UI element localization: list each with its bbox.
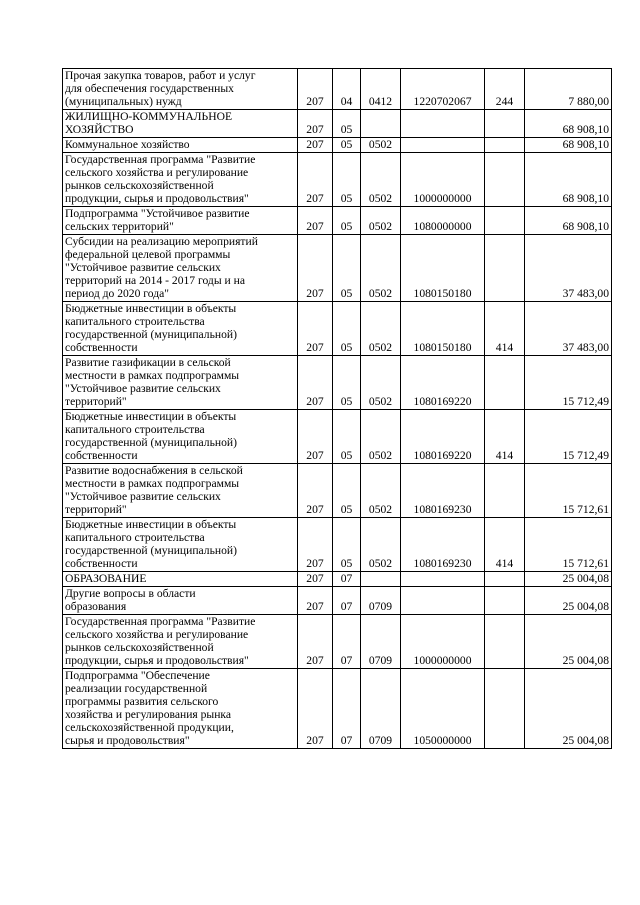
section-code-cell: 07 <box>333 669 361 749</box>
expense-type-code-cell <box>485 110 525 138</box>
subsection-code-cell: 0502 <box>361 153 401 207</box>
subsection-code-cell: 0502 <box>361 138 401 153</box>
row-name-cell: Бюджетные инвестиции в объекты капитального строительства государственной (муниципальной) собственности <box>63 410 298 464</box>
target-article-code-cell: 1080000000 <box>401 207 485 235</box>
subsection-code-cell: 0502 <box>361 207 401 235</box>
row-name-cell: Государственная программа "Развитие сельского хозяйства и регулирование рынков сельскохозяйственной продукции, сырья и продовольствия" <box>63 615 298 669</box>
row-name-cell: Подпрограмма "Обеспечение реализации государственной программы развития сельского хозяйства и регулирования рынка сельскохозяйственной продукции, сырья и продовольствия" <box>63 669 298 749</box>
amount-cell: 15 712,49 <box>525 410 612 464</box>
ministry-code-cell: 207 <box>298 410 333 464</box>
subsection-code-cell: 0502 <box>361 235 401 302</box>
amount-cell: 37 483,00 <box>525 302 612 356</box>
amount-cell: 68 908,10 <box>525 153 612 207</box>
subsection-code-cell: 0502 <box>361 410 401 464</box>
amount-cell: 25 004,08 <box>525 669 612 749</box>
row-name-cell: ОБРАЗОВАНИЕ <box>63 572 298 587</box>
section-code-cell: 05 <box>333 110 361 138</box>
expense-type-code-cell <box>485 356 525 410</box>
section-code-cell: 07 <box>333 587 361 615</box>
expense-type-code-cell <box>485 138 525 153</box>
subsection-code-cell: 0502 <box>361 518 401 572</box>
target-article-code-cell: 1050000000 <box>401 669 485 749</box>
expense-type-code-cell <box>485 464 525 518</box>
subsection-code-cell: 0709 <box>361 615 401 669</box>
target-article-code-cell <box>401 587 485 615</box>
expense-type-code-cell: 414 <box>485 518 525 572</box>
target-article-code-cell: 1080150180 <box>401 235 485 302</box>
expense-type-code-cell <box>485 615 525 669</box>
expense-type-code-cell <box>485 669 525 749</box>
table-row <box>63 587 612 615</box>
table-row <box>63 518 612 572</box>
subsection-code-cell: 0502 <box>361 464 401 518</box>
expense-type-code-cell <box>485 153 525 207</box>
amount-cell: 68 908,10 <box>525 207 612 235</box>
target-article-code-cell: 1080150180 <box>401 302 485 356</box>
expense-type-code-cell <box>485 587 525 615</box>
table-row <box>63 69 612 110</box>
section-code-cell: 05 <box>333 302 361 356</box>
budget-sheet <box>62 68 612 749</box>
subsection-code-cell: 0412 <box>361 69 401 110</box>
row-name-cell: Бюджетные инвестиции в объекты капитального строительства государственной (муниципальной) собственности <box>63 302 298 356</box>
budget-table <box>62 68 612 749</box>
section-code-cell: 05 <box>333 207 361 235</box>
table-row <box>63 235 612 302</box>
ministry-code-cell: 207 <box>298 587 333 615</box>
table-row <box>63 410 612 464</box>
row-name-cell: ЖИЛИЩНО-КОММУНАЛЬНОЕ ХОЗЯЙСТВО <box>63 110 298 138</box>
ministry-code-cell: 207 <box>298 356 333 410</box>
target-article-code-cell: 1080169220 <box>401 410 485 464</box>
section-code-cell: 05 <box>333 410 361 464</box>
table-row <box>63 207 612 235</box>
expense-type-code-cell: 244 <box>485 69 525 110</box>
row-name-cell: Коммунальное хозяйство <box>63 138 298 153</box>
subsection-code-cell: 0709 <box>361 669 401 749</box>
amount-cell: 25 004,08 <box>525 615 612 669</box>
expense-type-code-cell: 414 <box>485 302 525 356</box>
subsection-code-cell: 0709 <box>361 587 401 615</box>
row-name-cell: Подпрограмма "Устойчивое развитие сельских территорий" <box>63 207 298 235</box>
subsection-code-cell: 0502 <box>361 356 401 410</box>
ministry-code-cell: 207 <box>298 518 333 572</box>
ministry-code-cell: 207 <box>298 153 333 207</box>
row-name-cell: Государственная программа "Развитие сельского хозяйства и регулирование рынков сельскохозяйственной продукции, сырья и продовольствия" <box>63 153 298 207</box>
expense-type-code-cell <box>485 207 525 235</box>
target-article-code-cell: 1000000000 <box>401 153 485 207</box>
table-row <box>63 110 612 138</box>
section-code-cell: 04 <box>333 69 361 110</box>
section-code-cell: 05 <box>333 356 361 410</box>
row-name-cell: Субсидии на реализацию мероприятий федеральной целевой программы "Устойчивое развитие сельских территорий на 2014 - 2017 годы и на период до 2020 года" <box>63 235 298 302</box>
expense-type-code-cell: 414 <box>485 410 525 464</box>
target-article-code-cell <box>401 572 485 587</box>
section-code-cell: 05 <box>333 464 361 518</box>
target-article-code-cell <box>401 110 485 138</box>
target-article-code-cell: 1080169230 <box>401 464 485 518</box>
section-code-cell: 05 <box>333 518 361 572</box>
row-name-cell: Развитие водоснабжения в сельской местности в рамках подпрограммы "Устойчивое развитие сельских территорий" <box>63 464 298 518</box>
table-row <box>63 302 612 356</box>
amount-cell: 15 712,61 <box>525 518 612 572</box>
table-row <box>63 356 612 410</box>
target-article-code-cell: 1080169220 <box>401 356 485 410</box>
amount-cell: 68 908,10 <box>525 138 612 153</box>
amount-cell: 15 712,61 <box>525 464 612 518</box>
ministry-code-cell: 207 <box>298 110 333 138</box>
row-name-cell: Прочая закупка товаров, работ и услуг для обеспечения государственных (муниципальных) нужд <box>63 69 298 110</box>
ministry-code-cell: 207 <box>298 572 333 587</box>
row-name-cell: Другие вопросы в области образования <box>63 587 298 615</box>
ministry-code-cell: 207 <box>298 235 333 302</box>
expense-type-code-cell <box>485 572 525 587</box>
row-name-cell: Бюджетные инвестиции в объекты капитального строительства государственной (муниципальной) собственности <box>63 518 298 572</box>
amount-cell: 25 004,08 <box>525 572 612 587</box>
ministry-code-cell: 207 <box>298 615 333 669</box>
ministry-code-cell: 207 <box>298 207 333 235</box>
amount-cell: 15 712,49 <box>525 356 612 410</box>
section-code-cell: 07 <box>333 572 361 587</box>
table-row <box>63 153 612 207</box>
expense-type-code-cell <box>485 235 525 302</box>
target-article-code-cell: 1000000000 <box>401 615 485 669</box>
row-name-cell: Развитие газификации в сельской местности в рамках подпрограммы "Устойчивое развитие сельских территорий" <box>63 356 298 410</box>
amount-cell: 7 880,00 <box>525 69 612 110</box>
target-article-code-cell: 1220702067 <box>401 69 485 110</box>
subsection-code-cell <box>361 572 401 587</box>
table-row <box>63 464 612 518</box>
amount-cell: 25 004,08 <box>525 587 612 615</box>
table-row <box>63 615 612 669</box>
ministry-code-cell: 207 <box>298 138 333 153</box>
amount-cell: 68 908,10 <box>525 110 612 138</box>
ministry-code-cell: 207 <box>298 464 333 518</box>
ministry-code-cell: 207 <box>298 69 333 110</box>
section-code-cell: 05 <box>333 138 361 153</box>
ministry-code-cell: 207 <box>298 302 333 356</box>
table-row <box>63 138 612 153</box>
target-article-code-cell <box>401 138 485 153</box>
subsection-code-cell: 0502 <box>361 302 401 356</box>
subsection-code-cell <box>361 110 401 138</box>
target-article-code-cell: 1080169230 <box>401 518 485 572</box>
section-code-cell: 05 <box>333 153 361 207</box>
section-code-cell: 07 <box>333 615 361 669</box>
table-row <box>63 572 612 587</box>
table-row <box>63 669 612 749</box>
amount-cell: 37 483,00 <box>525 235 612 302</box>
ministry-code-cell: 207 <box>298 669 333 749</box>
section-code-cell: 05 <box>333 235 361 302</box>
